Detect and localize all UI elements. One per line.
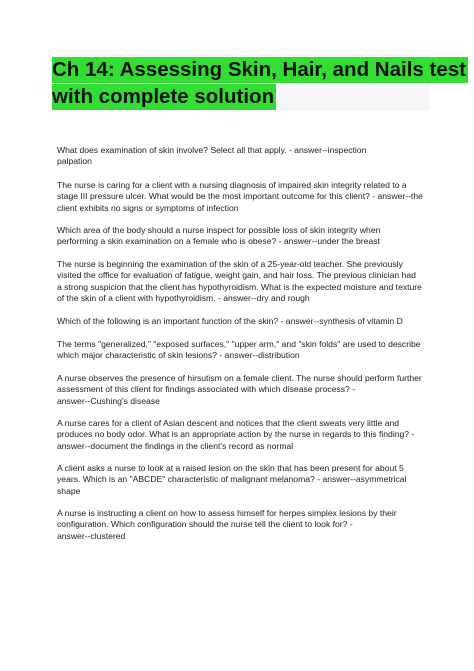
qa-item-6 [57,339,429,362]
text-line: configuration. Which configuration should the nurse tell the client to look for? - [57,519,353,530]
text-line: shape [57,485,81,496]
text-line: a strong suspicion that the client has hypothyroidism. What is the expected moisture and texture [57,281,422,292]
text-line: Which area of the body should a nurse inspect for possible loss of skin integrity when [57,225,381,235]
text-line: The terms "generalized," "exposed surfaces," "upper arm," and "skin folds" are used to describe [57,339,421,349]
text-line: performing a skin examination on a female who is obese? - answer--under the breast [57,236,380,247]
text-line: Which of the following is an important function of the skin? - answer--synthesis of vitamin D [57,316,403,326]
qa-item-2 [57,180,429,214]
text-line: answer--document the findings in the client's record as normal [57,440,294,451]
text-line: The nurse is beginning the examination of the skin of a 25-year-old teacher. She previously [57,259,403,269]
qa-item-5 [57,316,429,327]
text-line: The nurse is caring for a client with a nursing diagnosis of impaired skin integrity related to a [57,180,407,190]
text-line: produces no body odor. What is an appropriate action by the nurse in regards to this finding? - [57,429,415,440]
text-line: of the skin of a client with hypothyroidism. - answer--dry and rough [57,293,310,304]
text-line: What does examination of skin involve? Select all that apply. - answer--inspection [57,145,367,155]
text-line: answer--clustered [57,530,126,541]
text-line: years. Which is an "ABCDE" characteristic of malignant melanoma? - answer--asymmetrical [57,474,407,485]
title-line-1: Ch 14: Assessing Skin, Hair, and Nails test [52,58,466,81]
text-line: client exhibits no signs or symptoms of infection [57,202,239,213]
qa-item-8 [57,418,429,452]
text-line: answer--Cushing's disease [57,395,160,406]
qa-item-9 [57,463,429,497]
text-line: stage III pressure ulcer. What would be the most important outcome for this client? - answer--the [57,191,423,202]
qa-item-10 [57,508,429,542]
text-line: which major characteristic of skin lesions? - answer--distribution [57,350,300,361]
qa-item-3 [57,225,429,248]
qa-item-4 [57,259,429,305]
qa-item-1 [57,145,429,168]
text-line: A nurse observes the presence of hirsutism on a female client. The nurse should perform further [57,373,422,383]
text-line: visited the office for evaluation of fatigue, weight gain, and hair loss. The previous clinician had [57,270,416,281]
qa-item-7 [57,373,429,407]
text-line: A client asks a nurse to look at a raised lesion on the skin that has been present for about 5 [57,463,404,473]
text-line: assessment of this client for findings associated with which disease process? - [57,384,356,395]
title-line-2: with complete solution [52,85,275,108]
text-line: A nurse is instructing a client on how to assess himself for herpes simplex lesions by their [57,508,397,518]
text-line: A nurse cares for a client of Asian descent and notices that the client sweats very little and [57,418,400,428]
text-line: palpation [57,156,92,167]
